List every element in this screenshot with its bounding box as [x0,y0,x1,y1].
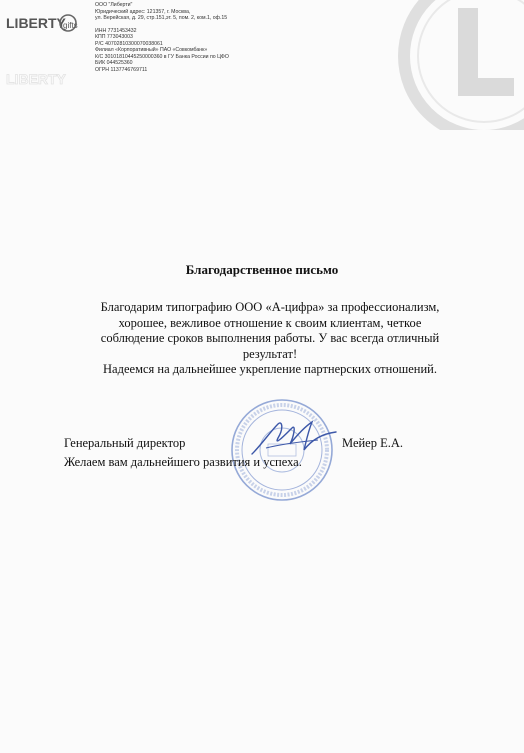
requisites-line: Р/С 40702810300070038061 [95,40,163,47]
logo-watermark [6,68,86,90]
watermark-l-icon [388,0,524,130]
body-line: Надеемся на дальнейшее укрепление партнерских отношений. [103,362,437,376]
logo-text: LIBERTY [6,15,66,31]
requisites-line: ул. Верейская, д. 29, стр.151,эт. 5, пом. 2, ком.1, оф.15 [95,15,228,21]
logo-suffix: gifts [63,21,78,30]
signer-name: Мейер Е.А. [342,436,404,450]
company-requisites [95,2,355,73]
signer-position: Генеральный директор [64,436,186,450]
requisites-line: ООО "Либерти" [95,2,133,8]
letter-title: Благодарственное письмо [185,262,339,277]
body-line: результат! [242,346,298,361]
svg-text:LIBERTY: LIBERTY [6,71,66,87]
requisites-line: Филиал «Корпоративный» ПАО «Совкомбанк» [95,47,208,53]
requisites-line: К/С 30101810445250000360 в ГУ Банка России по ЦФО [95,53,229,60]
requisites-line: КПП 773043003 [95,34,133,40]
body-line: хорошее, вежливое отношение к своим клиентам, четкое [118,315,422,330]
requisites-line: ИНН 7731453432 [95,27,137,34]
requisites-line: ОГРН 1137746769711 [95,66,148,73]
body-line: соблюдение сроков выполнения работы. У вас всегда отличный [100,331,440,345]
letter-body [60,300,480,378]
requisites-line: Юридический адрес: 121357, г. Москва, [95,8,191,15]
requisites-line: БИК 044525360 [95,60,133,66]
liberty-gifts-logo [6,8,82,38]
body-line: Благодарим типографию ООО «А-цифра» за профессионализм, [100,300,440,314]
closing-wish: Желаем вам дальнейшего развития и успеха. [64,455,302,469]
